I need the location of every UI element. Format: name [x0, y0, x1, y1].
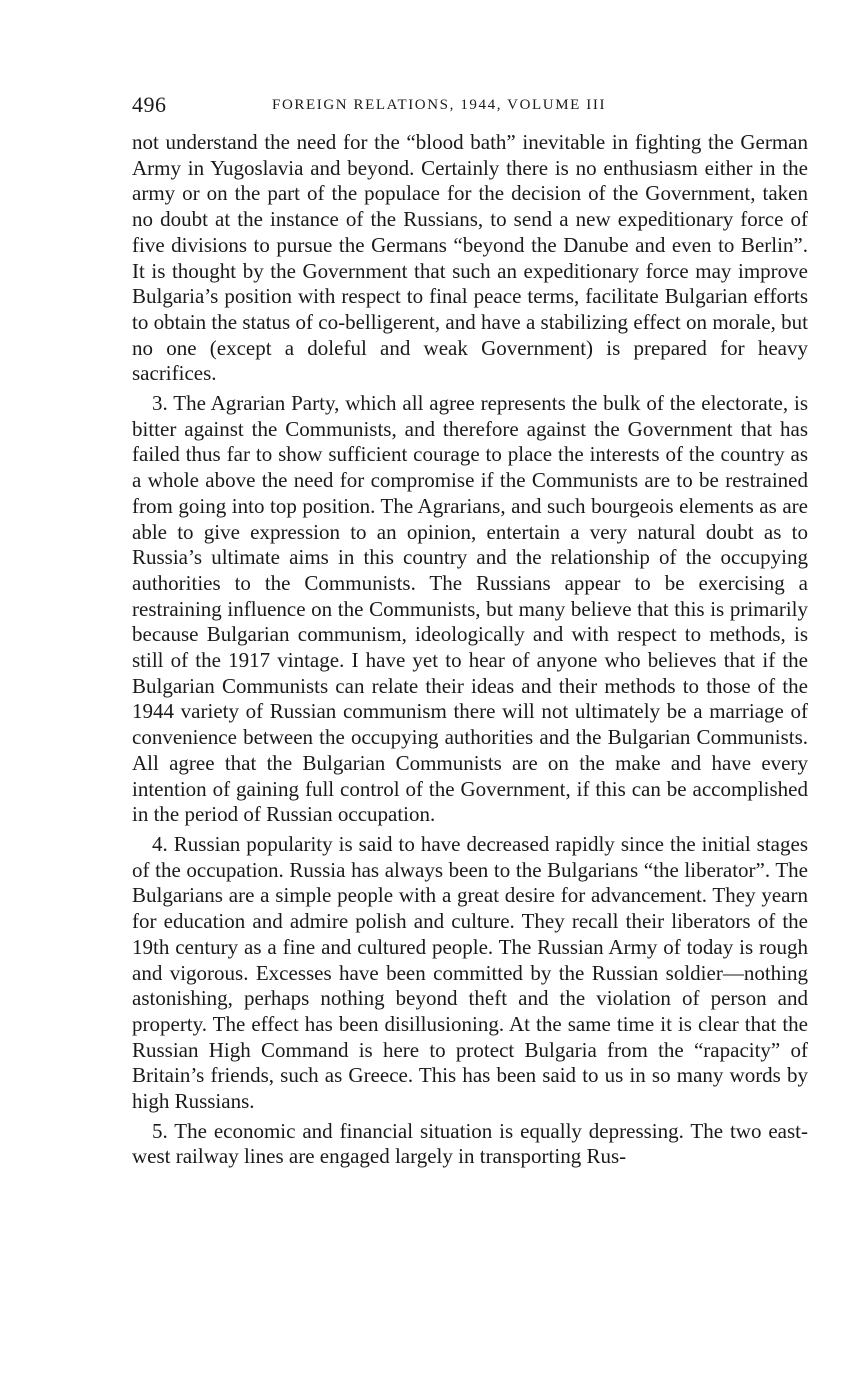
paragraph-3: 3. The Agrarian Party, which all agree represents the bulk of the electorate, is bitter against the Communists, and therefore against the Government that has failed thus far to show sufficient courage to place the interests of the country as a whole above the need for compromise if the Communists are to be restrained from going into top position. The Agrarians, and such bourgeois elements as are able to give expression to an opinion, entertain a very natural doubt as to Russia’s ultimate aims in this country and the relationship of the occupying authorities to the Communists. The Russians appear to be exercising a restraining influence on the Communists, but many believe that this is primarily because Bulgarian communism, ideologically and with respect to methods, is still of the 1917 vintage. I have yet to hear of anyone who believes that if the Bulgarian Communists can relate their ideas and their methods to those of the 1944 variety of Russian communism there will not ultimately be a marriage of convenience between the occupying authorities and the Bulgarian Communists. All agree that the Bulgarian Communists are on the make and have every intention of gaining full control of the Government, if this can be accomplished in the period of Russian occupation.: [132, 391, 808, 827]
paragraph-5: 5. The economic and financial situation is equally depressing. The two east-west railway lines are engaged largely in transporting Rus-: [132, 1118, 808, 1169]
page-header: [132, 92, 808, 126]
paragraph-4: 4. Russian popularity is said to have decreased rapidly since the initial stages of the occupation. Russia has always been to the Bulgarians “the liberator”. The Bulgarians are a simple people with a great desire for advancement. They yearn for education and admire polish and culture. They recall their liberators of the 19th century as a fine and cultured people. The Russian Army of today is rough and vigorous. Excesses have been committed by the Russian soldier—nothing astonishing, perhaps nothing beyond theft and the violation of person and property. The effect has been disillusioning. At the same time it is clear that the Russian High Command is here to protect Bulgaria from the “rapacity” of Britain’s friends, such as Greece. This has been said to us in so many words by high Russians.: [132, 831, 808, 1114]
running-head: FOREIGN RELATIONS, 1944, VOLUME III: [272, 97, 607, 113]
paragraph-continuation: not understand the need for the “blood bath” inevitable in fighting the German Army in Yugoslavia and beyond. Certainly there is no enthusiasm either in the army or on the part of the populace for the decision of the Government, taken no doubt at the instance of the Russians, to send a new expeditionary force of five divisions to pursue the Germans “beyond the Danube and even to Berlin”. It is thought by the Government that such an expeditionary force may improve Bulgaria’s position with respect to final peace terms, facilitate Bulgarian efforts to obtain the status of co-belligerent, and have a stabilizing effect on morale, but no one (except a doleful and weak Government) is prepared for heavy sacrifices.: [132, 130, 808, 386]
page-number: 496: [132, 92, 167, 117]
body-text: [132, 130, 808, 1170]
document-page: [132, 92, 808, 1174]
